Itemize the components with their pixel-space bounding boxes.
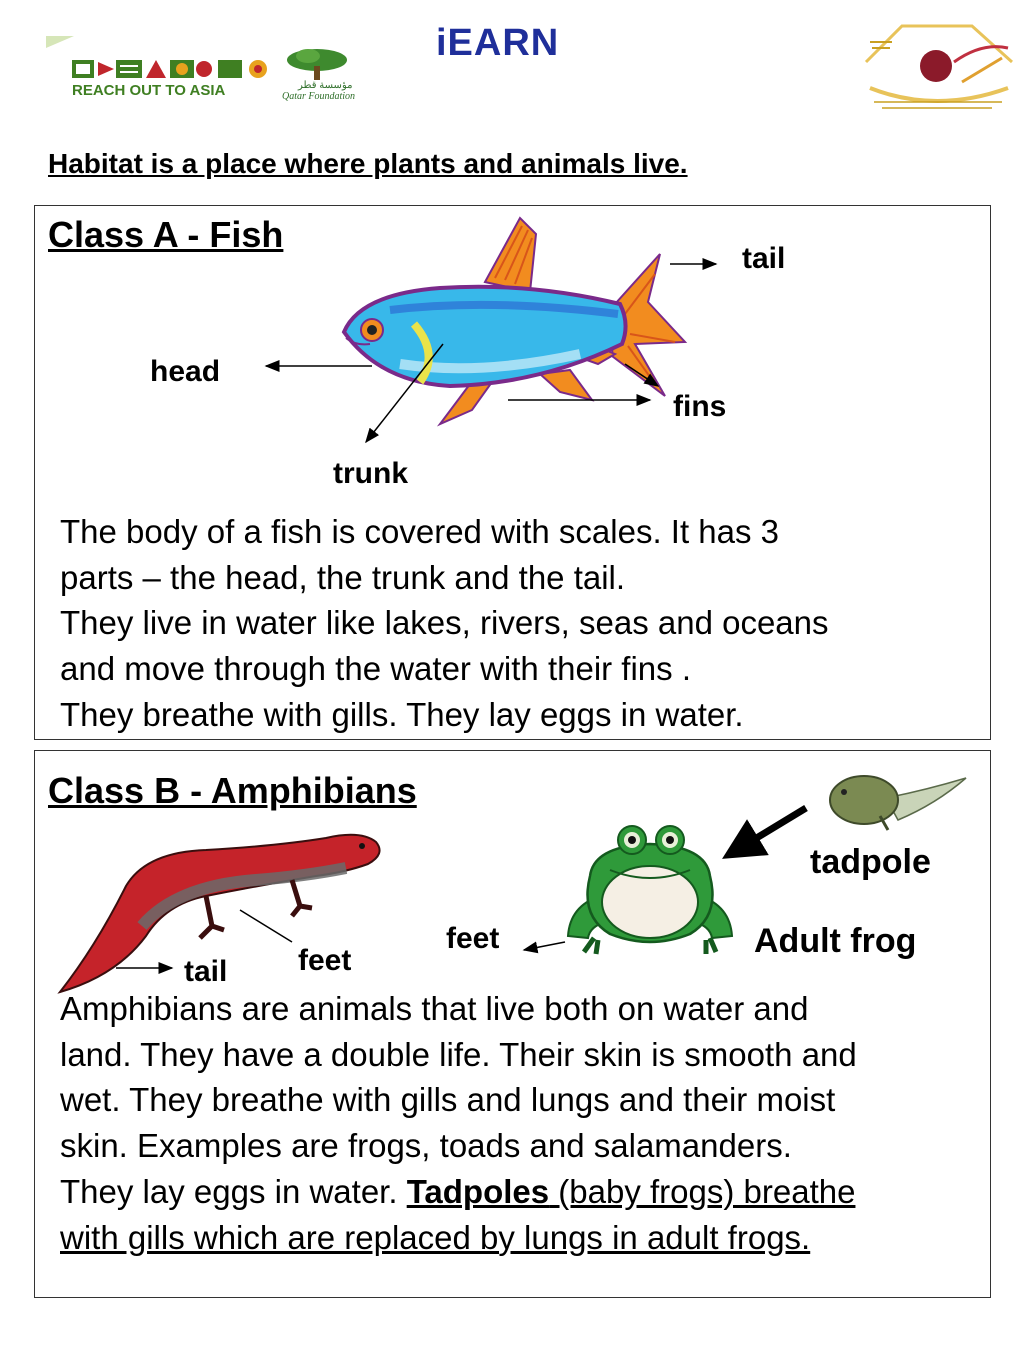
class-a-line: parts – the head, the trunk and the tail. xyxy=(60,558,626,596)
salamander-feet-label: feet xyxy=(298,944,352,977)
adult-frog-label: Adult frog xyxy=(754,922,917,960)
class-a-title: Class A - Fish xyxy=(48,214,284,255)
fish-label-fins: fins xyxy=(673,390,727,423)
iearn-logo: iEARN xyxy=(436,22,560,64)
fish-label-head: head xyxy=(150,355,221,388)
class-b-line-5-prefix: They lay eggs in water. xyxy=(60,1172,407,1210)
class-b-line: skin. Examples are frogs, toads and salamanders. xyxy=(60,1127,792,1165)
class-b-line-6: with gills which are replaced by lungs in adult frogs. xyxy=(60,1218,811,1256)
class-a-line: They live in water like lakes, rivers, seas and oceans xyxy=(60,604,829,642)
fish-label-trunk: trunk xyxy=(333,457,408,490)
qatar-logo-text: Qatar Foundation xyxy=(282,91,356,102)
reach-logo-text: REACH OUT TO ASIA xyxy=(72,82,226,99)
qatar-logo-arabic: مؤسسة قطر xyxy=(298,80,353,91)
tadpoles-emphasis: Tadpoles xyxy=(406,1172,550,1210)
frog-feet-label: feet xyxy=(446,922,500,955)
frog-belly xyxy=(602,866,698,938)
class-b-line: land. They have a double life. Their skin is smooth and xyxy=(60,1035,857,1073)
class-b-paragraph xyxy=(60,986,857,1260)
frog-illustration xyxy=(560,826,740,956)
intro-heading: Habitat is a place where plants and animals live. xyxy=(48,148,688,179)
fish-label-tail: tail xyxy=(742,242,786,275)
class-b-line-5 xyxy=(60,1169,857,1215)
class-b-line-5-suffix: (baby frogs) breathe xyxy=(549,1172,856,1210)
class-a-line: and move through the water with their fins . xyxy=(60,650,691,688)
class-b-title: Class B - Amphibians xyxy=(48,770,417,811)
class-a-line: They breathe with gills. They lay eggs in water. xyxy=(60,695,744,733)
tadpole-label: tadpole xyxy=(810,843,931,881)
salamander-tail-label: tail xyxy=(184,955,228,988)
class-b-line: wet. They breathe with gills and lungs and their moist xyxy=(60,1081,836,1119)
class-b-line: Amphibians are animals that live both on water and xyxy=(60,990,809,1027)
class-a-line: The body of a fish is covered with scales. It has 3 xyxy=(60,513,780,550)
